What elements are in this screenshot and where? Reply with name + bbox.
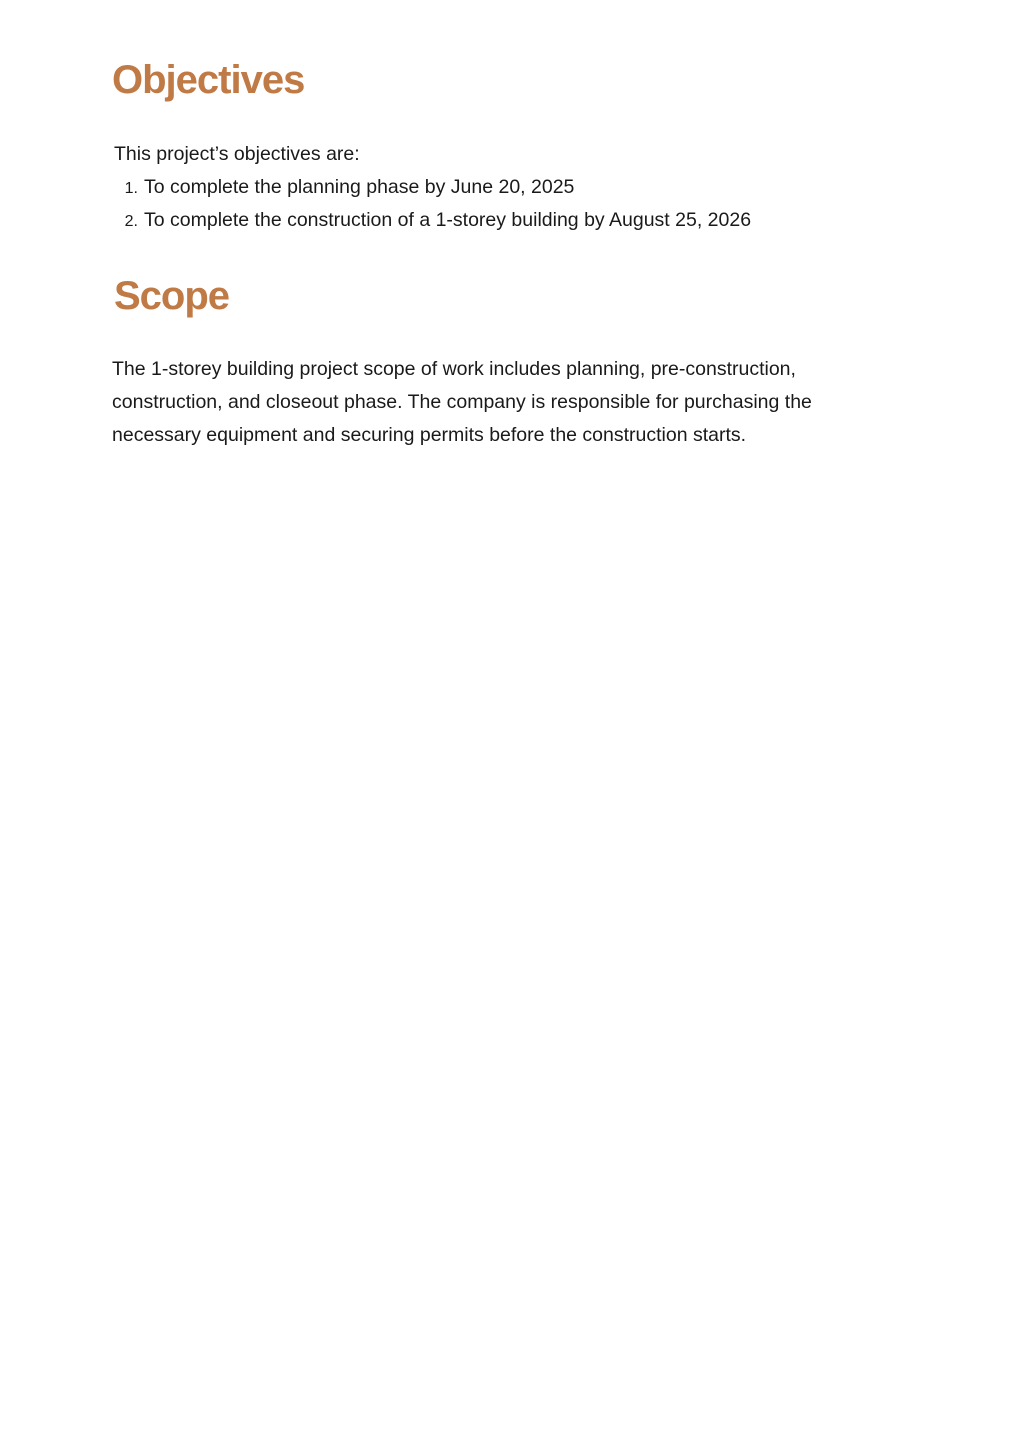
list-item-number: 2.	[124, 213, 138, 230]
list-item-text: To complete the planning phase by June 20, 2025	[144, 176, 575, 198]
scope-heading: Scope	[114, 274, 230, 318]
objectives-heading: Objectives	[112, 58, 305, 102]
list-item	[114, 174, 914, 207]
objectives-list	[114, 174, 914, 240]
list-item-number: 1.	[124, 180, 138, 197]
list-item-text: To complete the construction of a 1-storey building by August 25, 2026	[144, 209, 752, 231]
scope-paragraph: The 1-storey building project scope of work includes planning, pre-construction, construction, and closeout phase. The company is responsible for purchasing the necessary equipment and securing permits before the construction starts.	[112, 358, 812, 446]
objectives-intro: This project’s objectives are:	[114, 143, 360, 165]
list-item	[114, 207, 914, 240]
